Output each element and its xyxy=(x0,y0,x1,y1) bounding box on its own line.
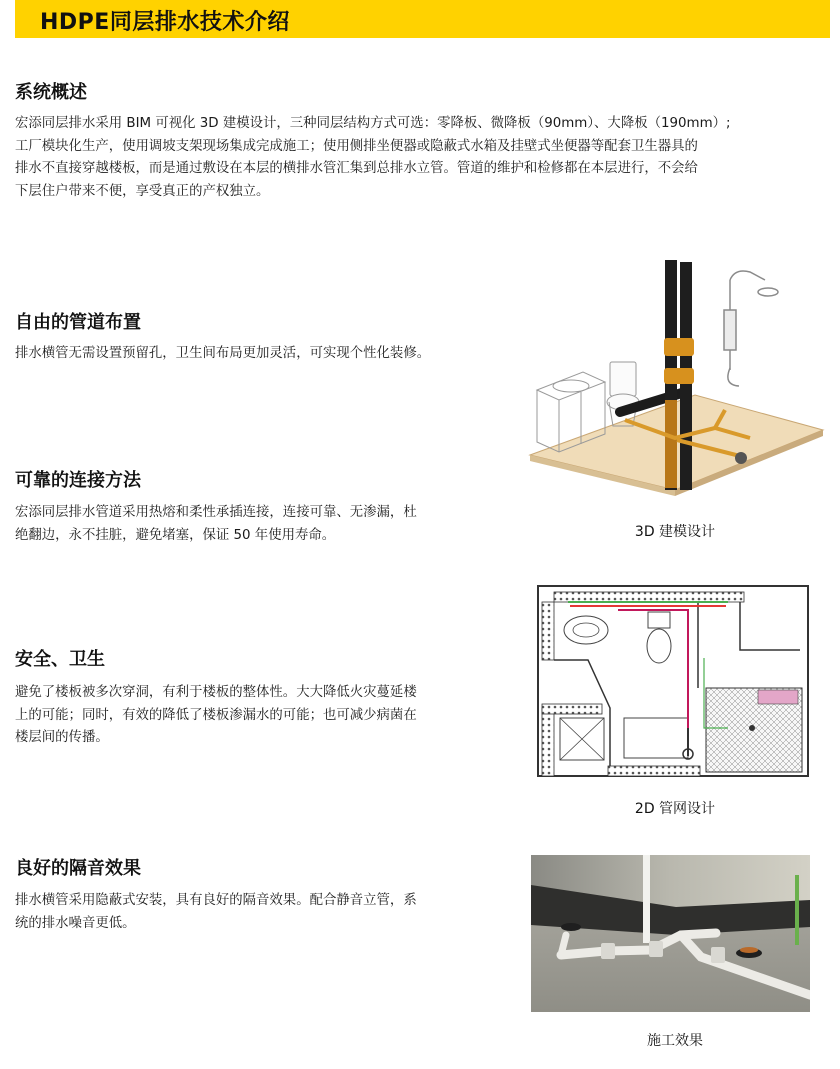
paragraph-line: 上的可能；同时，有效的降低了楼板渗漏水的可能；也可减少病菌在 xyxy=(15,707,417,723)
figure-caption-photo: 施工效果 xyxy=(647,1033,703,1049)
construction-photo xyxy=(531,855,810,1012)
paragraph-line: 宏添同层排水采用 BIM 可视化 3D 建模设计，三种同层结构方式可选：零降板、微降板（90mm）、大降板（190mm）; xyxy=(15,116,731,131)
paragraph-line: 排水横管采用隐蔽式安装，具有良好的隔音效果。配合静音立管，系 xyxy=(15,893,417,908)
page-title: HDPE同层排水技术介绍 xyxy=(40,10,290,35)
2d-plan-drawing xyxy=(528,578,824,792)
section-title-layout: 自由的管道布置 xyxy=(15,312,141,333)
paragraph-line: 排水横管无需设置预留孔，卫生间布局更加灵活，可实现个性化装修。 xyxy=(15,346,431,361)
section-body-overview xyxy=(15,113,731,203)
section-body-acoustic xyxy=(15,890,417,935)
figure-caption-3d: 3D 建模设计 xyxy=(634,524,716,540)
paragraph-line: 避免了楼板被多次穿洞，有利于楼板的整体性。大大降低火灾蔓延楼 xyxy=(15,685,417,700)
paragraph-line: 工厂模块化生产，使用调坡支架现场集成完成施工；使用侧排坐便器或隐蔽式水箱及挂壁式坐便器等配套卫生器具的 xyxy=(15,138,698,154)
section-body-safety xyxy=(15,682,417,750)
paragraph-line: 楼层间的传播。 xyxy=(15,730,109,745)
section-title-safety: 安全、卫生 xyxy=(15,649,105,670)
paragraph-line: 绝翻边，永不挂脏，避免堵塞，保证 50 年使用寿命。 xyxy=(15,527,336,543)
paragraph-line: 排水不直接穿越楼板，而是通过敷设在本层的横排水管汇集到总排水立管。管道的维护和检修都在本层进行，不会给 xyxy=(15,161,698,176)
3d-model-illustration xyxy=(525,250,825,500)
paragraph-line: 宏添同层排水管道采用热熔和柔性承插连接，连接可靠、无渗漏，杜 xyxy=(15,505,417,520)
title-banner xyxy=(15,0,830,38)
section-title-connection: 可靠的连接方法 xyxy=(15,470,141,491)
paragraph-line: 下层住户带来不便，享受真正的产权独立。 xyxy=(15,183,270,199)
section-body-connection xyxy=(15,502,417,547)
paragraph-line: 统的排水噪音更低。 xyxy=(15,915,136,931)
section-body-layout xyxy=(15,343,430,366)
figure-caption-2d: 2D 管网设计 xyxy=(634,801,716,817)
section-title-acoustic: 良好的隔音效果 xyxy=(15,858,141,879)
section-title-overview: 系统概述 xyxy=(15,82,87,103)
